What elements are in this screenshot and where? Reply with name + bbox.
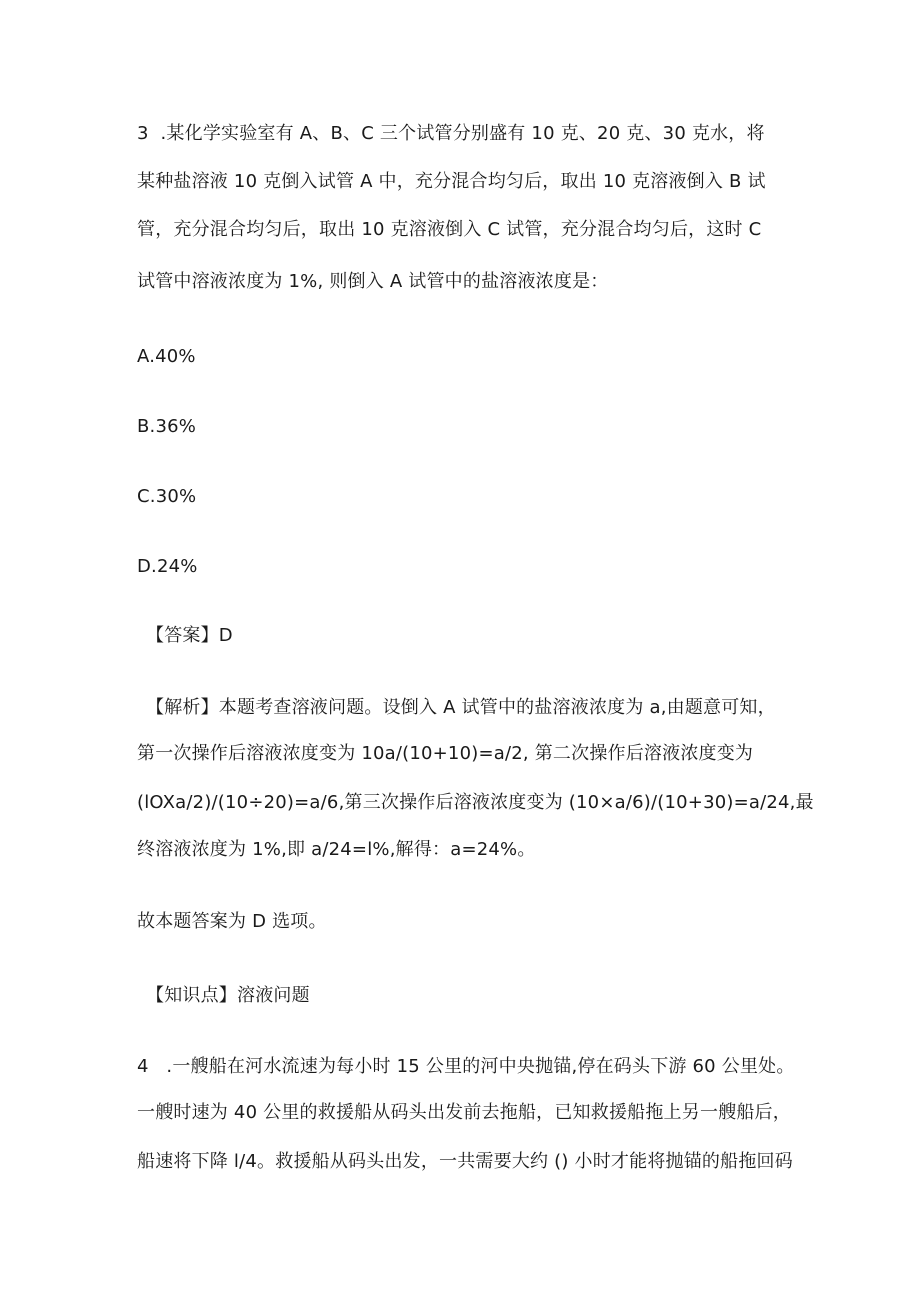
analysis-line-3: (lOXa/2)/(10÷20)=a/6,第三次操作后溶液浓度变为 (10×a/6)/(10+30)=a/24,最 [137, 792, 814, 813]
analysis-line-1: 【解析】本题考查溶液问题。设倒入 A 试管中的盐溶液浓度为 a,由题意可知， [146, 697, 776, 718]
option-a: A.40% [137, 346, 196, 367]
option-c: C.30% [137, 486, 197, 507]
answer-label: 【答案】D [146, 625, 233, 646]
question-4-line-1: 4 .一艘船在河水流速为每小时 15 公里的河中央抛锚,停在码头下游 60 公里处。 [137, 1056, 795, 1077]
question-3-line-3: 管，充分混合均匀后，取出 10 克溶液倒入 C 试管，充分混合均匀后，这时 C [137, 219, 762, 240]
knowledge-point: 【知识点】溶液问题 [146, 985, 310, 1006]
question-4-line-3: 船速将下降 l/4。救援船从码头出发，一共需要大约 () 小时才能将抛锚的船拖回码 [137, 1151, 793, 1172]
analysis-line-2: 第一次操作后溶液浓度变为 10a/(10+10)=a/2, 第二次操作后溶液浓度变为 [137, 743, 754, 764]
option-d: D.24% [137, 556, 198, 577]
option-b: B.36% [137, 416, 197, 437]
question-4-line-2: 一艘时速为 40 公里的救援船从码头出发前去拖船，已知救援船拖上另一艘船后， [137, 1102, 791, 1123]
conclusion-text: 故本题答案为 D 选项。 [137, 911, 327, 932]
question-3-line-1: 3 .某化学实验室有 A、B、C 三个试管分别盛有 10 克、20 克、30 克水，将 [137, 123, 765, 144]
analysis-line-4: 终溶液浓度为 1%,即 a/24=l%,解得：a=24%。 [137, 839, 536, 860]
question-3-line-2: 某种盐溶液 10 克倒入试管 A 中，充分混合均匀后，取出 10 克溶液倒入 B 试 [137, 171, 766, 192]
question-3-line-4: 试管中溶液浓度为 1%, 则倒入 A 试管中的盐溶液浓度是： [137, 271, 609, 292]
